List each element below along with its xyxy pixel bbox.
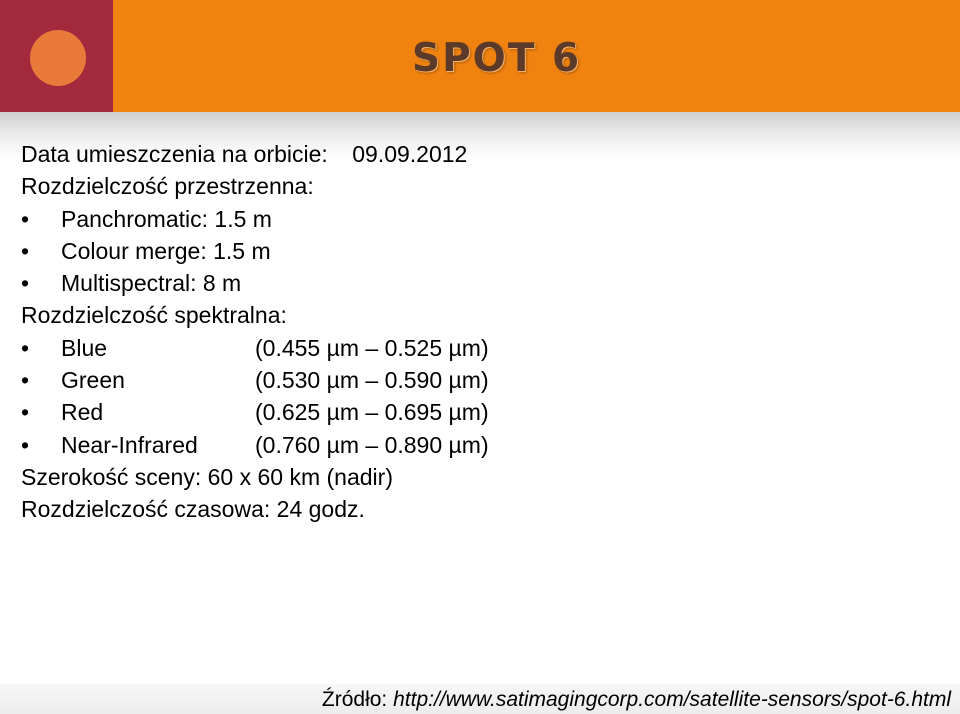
scene-width-line: Szerokość sceny: 60 x 60 km (nadir)	[21, 463, 393, 490]
source-label: Źródło:	[321, 688, 388, 711]
bullet-icon: •	[21, 205, 30, 232]
bullet-icon: •	[21, 367, 30, 394]
page-title: SPOT 6	[412, 36, 582, 81]
temporal-line: Rozdzielczość czasowa: 24 godz.	[21, 496, 365, 523]
slide-content	[21, 138, 489, 526]
launch-line	[21, 138, 489, 170]
launch-label: Data umieszczenia na orbicie:	[21, 141, 328, 167]
list-item: • Panchromatic: 1.5 m	[21, 203, 489, 235]
spatial-heading: Rozdzielczość przestrzenna:	[21, 173, 314, 200]
source-link[interactable]: http://www.satimagingcorp.com/satellite-sensors/spot-6.html	[393, 688, 951, 711]
bullet-icon: •	[21, 399, 30, 426]
source-credit	[322, 688, 951, 712]
bullet-icon: •	[21, 334, 30, 361]
bullet-icon: •	[21, 431, 30, 458]
list-item: • Red (0.625 µm – 0.695 µm)	[21, 396, 489, 428]
list-item: • Colour merge: 1.5 m	[21, 235, 489, 267]
bullet-icon: •	[21, 270, 30, 297]
header-accent-block	[0, 0, 113, 112]
bullet-icon: •	[21, 237, 30, 264]
header-bar	[0, 0, 960, 112]
list-item: • Near-Infrared (0.760 µm – 0.890 µm)	[21, 429, 489, 461]
list-item: • Green (0.530 µm – 0.590 µm)	[21, 364, 489, 396]
launch-date: 09.09.2012	[352, 141, 468, 167]
list-item: • Multispectral: 8 m	[21, 267, 489, 299]
list-item: • Blue (0.455 µm – 0.525 µm)	[21, 332, 489, 364]
spectral-heading: Rozdzielczość spektralna:	[21, 302, 287, 329]
circle-decoration	[30, 30, 86, 86]
